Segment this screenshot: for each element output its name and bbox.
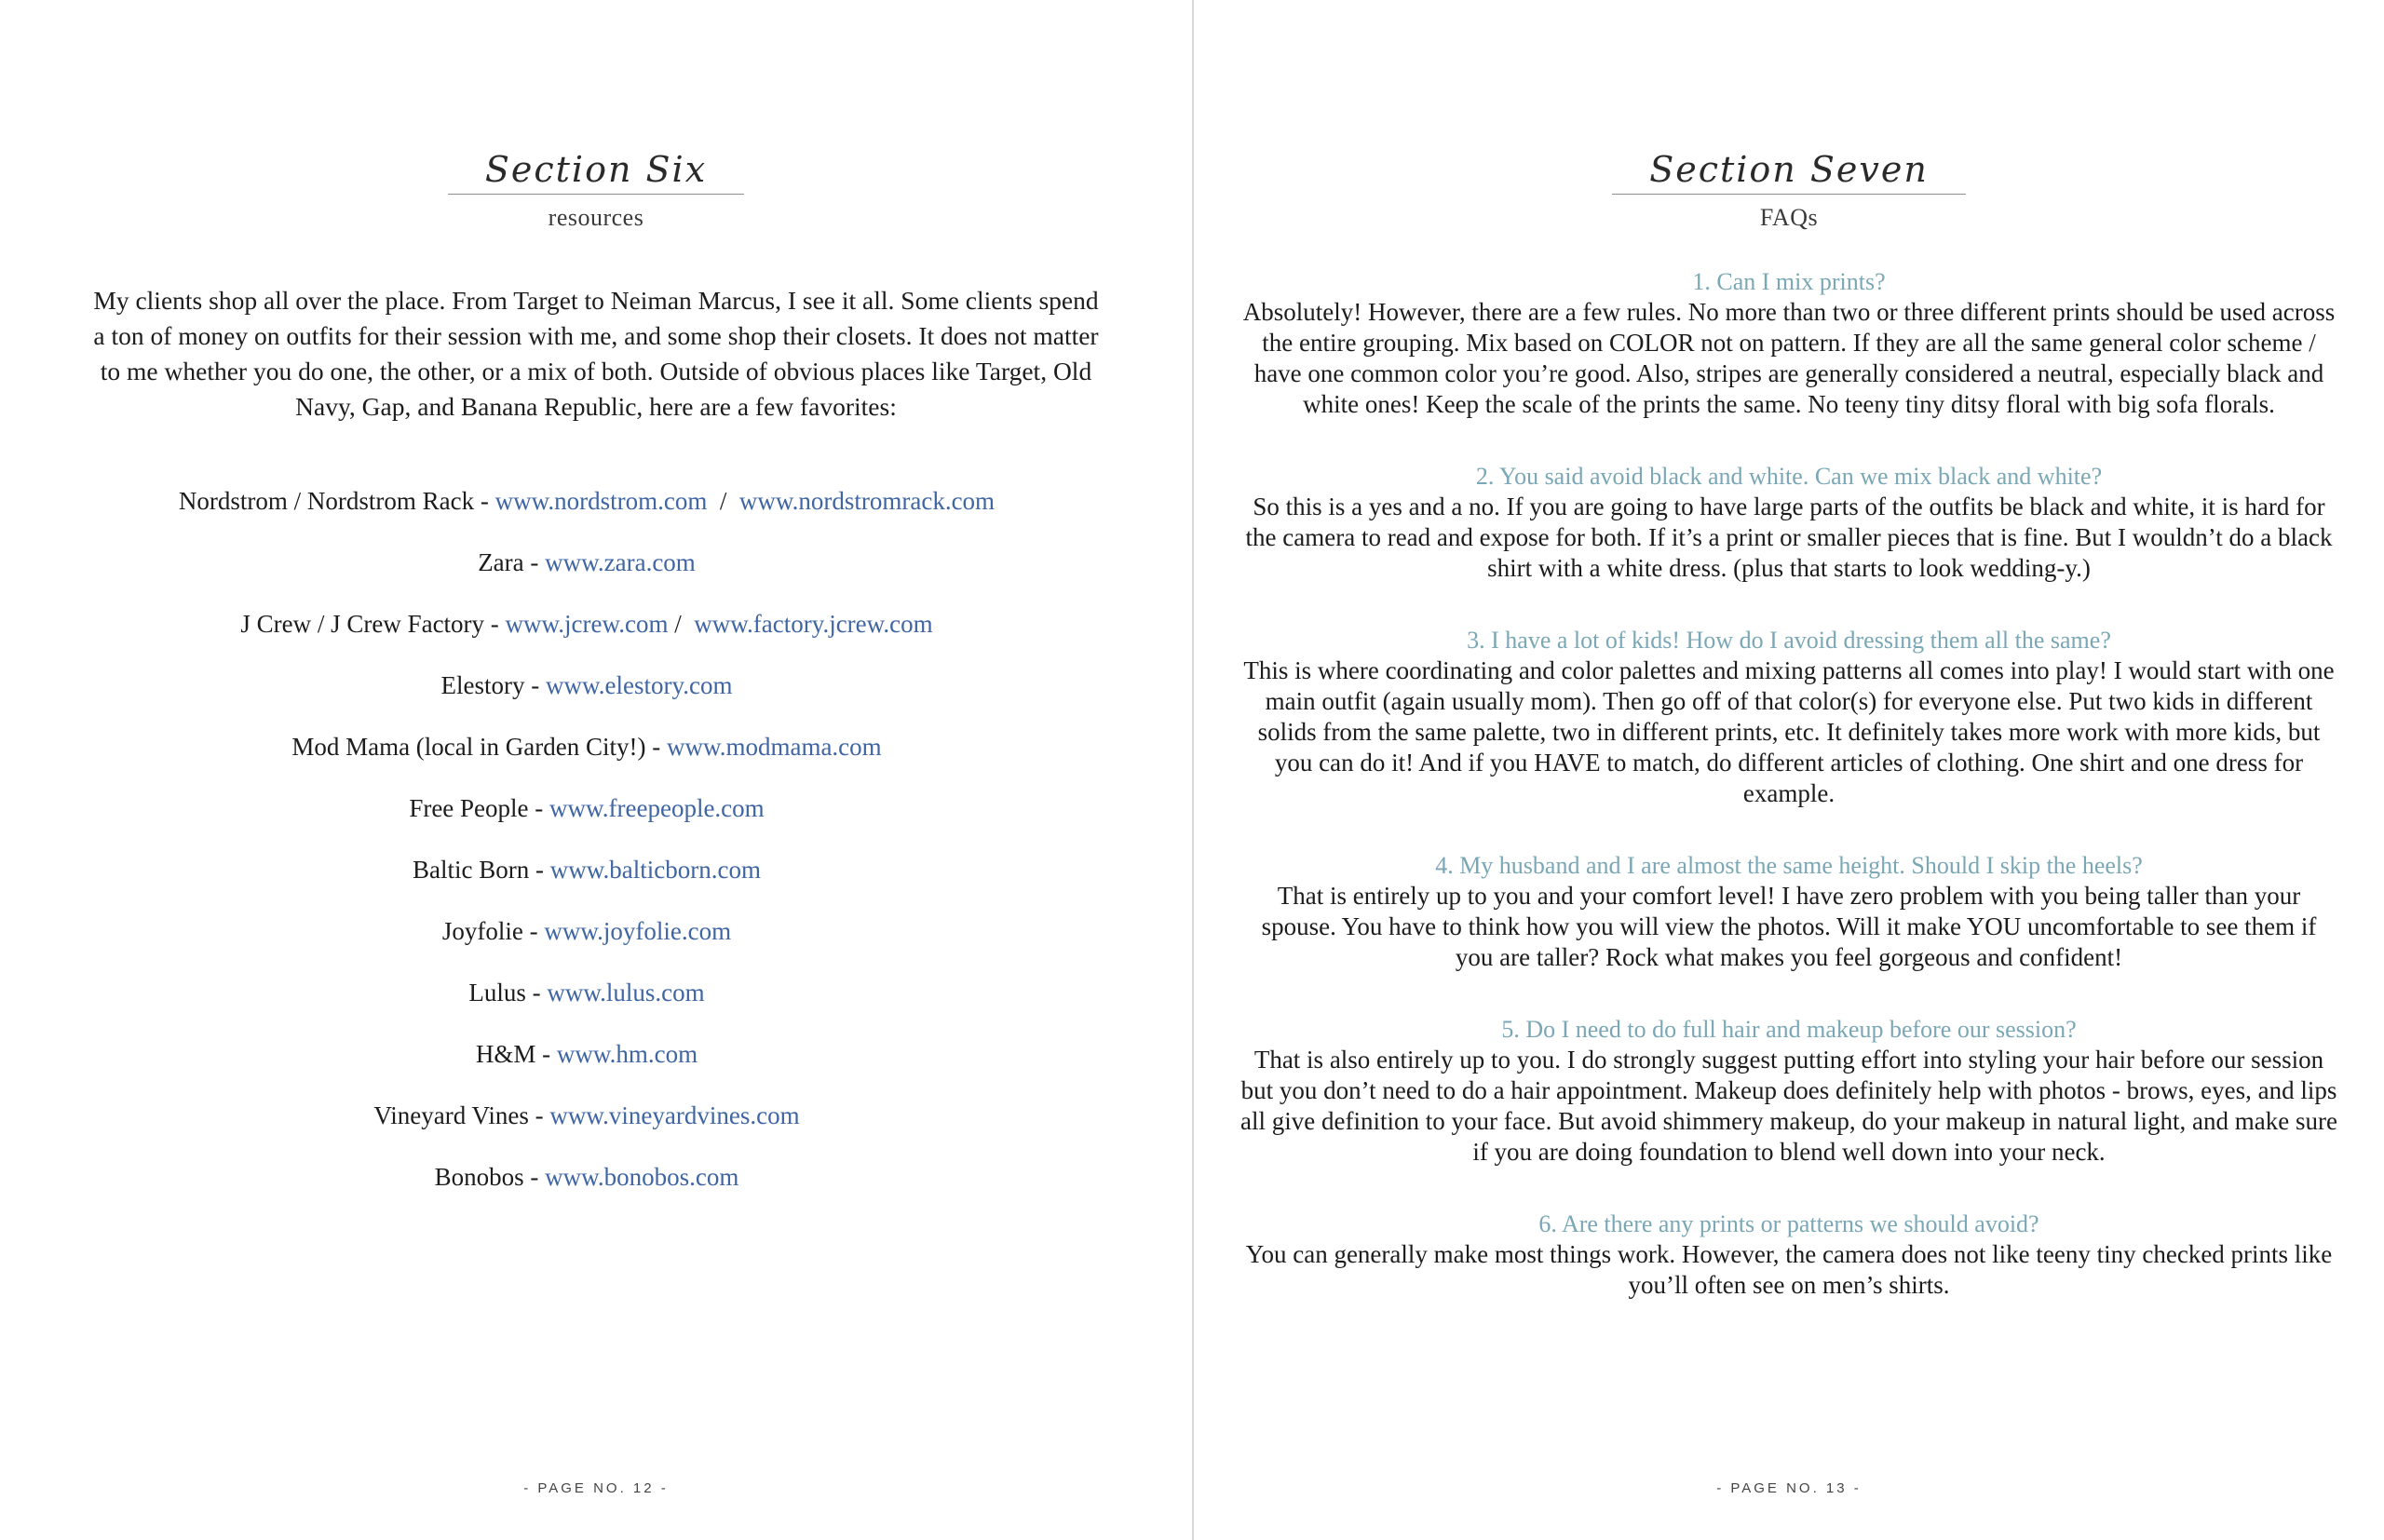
resource-name: Zara - (478, 548, 546, 576)
resource-item (37, 788, 1136, 849)
faq-item (1240, 461, 2337, 584)
intro-paragraph: My clients shop all over the place. From Target to Neiman Marcus, I see it all. Some clients spend a ton of money on outfits for their session with me, and some shop their closets. It does not matter to me whether you do one, the other, or a mix of both. Outside of obvious places like Target, Old Navy, Gap, and Banana Republic, here are a few favorites: (93, 286, 1099, 421)
resource-item (37, 603, 1136, 665)
resource-item (37, 972, 1136, 1033)
section-header (1194, 151, 2384, 232)
faq-question: 6. Are there any prints or patterns we should avoid? (1538, 1210, 2039, 1237)
section-title: Section Six (448, 151, 744, 195)
faq-question: 3. I have a lot of kids! How do I avoid dressing them all the same? (1467, 627, 2111, 654)
faq-answer: That is entirely up to you and your comfort level! I have zero problem with you being taller than your spouse. You have to think how you will view the photos. Will it make YOU uncomfortable to see them if you are taller? Rock what makes you feel gorgeous and confident! (1261, 882, 2317, 971)
resource-name: Free People - (409, 794, 550, 822)
resource-item (37, 911, 1136, 972)
resource-item (37, 726, 1136, 788)
faq-item (1240, 1209, 2337, 1301)
resource-link[interactable]: www.joyfolie.com (544, 917, 732, 945)
resource-link[interactable]: www.factory.jcrew.com (694, 610, 933, 638)
resource-name: Elestory - (440, 671, 547, 699)
link-separator: / (668, 610, 695, 638)
faq-question: 5. Do I need to do full hair and makeup before our session? (1501, 1016, 2077, 1043)
faq-item (1240, 850, 2337, 973)
resource-link[interactable]: www.hm.com (556, 1040, 698, 1068)
resource-link[interactable]: www.elestory.com (546, 671, 733, 699)
resource-name: Joyfolie - (441, 917, 545, 945)
faq-answer: So this is a yes and a no. If you are going to have large parts of the outfits be black and white, it is hard for the camera to read and expose for both. If it’s a print or smaller pieces that is fine. But I wouldn’t do a black shirt with a white dress. (plus that starts to look wedding-y.) (1245, 493, 2333, 582)
resource-link[interactable]: www.freepeople.com (549, 794, 765, 822)
faq-question: 4. My husband and I are almost the same height. Should I skip the heels? (1435, 852, 2143, 879)
resource-link[interactable]: www.vineyardvines.com (549, 1101, 800, 1129)
faq-answer: This is where coordinating and color palettes and mixing patterns all comes into play! I would start with one main outfit (again usually mom). Then go off of that color(s) for everyone else. Put two kids in different solids from the same palette, two in different prints, etc. It definitely takes more work with more kids, but you can do it! And if you HAVE to match, do different articles of clothing. One shirt and one dress for example. (1243, 656, 2335, 807)
faq-question: 2. You said avoid black and white. Can we mix black and white? (1475, 463, 2103, 490)
resource-item (37, 542, 1136, 603)
faq-answer: That is also entirely up to you. I do strongly suggest putting effort into styling your hair before our session but you don’t need to do a hair appointment. Makeup does definitely help with photos - brows, eyes, and lips all give definition to your face. But avoid shimmery makeup, do your makeup in natural light, and make sure if you are doing foundation to blend well down into your neck. (1240, 1046, 2337, 1166)
resource-link[interactable]: www.zara.com (545, 548, 696, 576)
section-subtitle: resources (548, 203, 644, 231)
resource-name: Vineyard Vines - (373, 1101, 550, 1129)
resource-item (37, 480, 1136, 542)
resource-link[interactable]: www.modmama.com (666, 733, 882, 761)
section-title: Section Seven (1612, 151, 1966, 195)
resource-link[interactable]: www.nordstromrack.com (738, 487, 996, 515)
resource-link[interactable]: www.bonobos.com (545, 1163, 739, 1191)
resource-name: Mod Mama (local in Garden City!) - (291, 733, 667, 761)
link-separator: / (707, 487, 739, 515)
faq-answer: You can generally make most things work. However, the camera does not like teeny tiny checked prints like you’ll often see on men’s shirts. (1245, 1240, 2333, 1299)
section-header (0, 151, 1192, 232)
resource-link[interactable]: www.nordstrom.com (494, 487, 708, 515)
faq-item (1240, 625, 2337, 809)
resource-item (37, 1033, 1136, 1095)
faq-list (1240, 266, 2337, 1342)
resource-item (37, 1095, 1136, 1156)
resource-item (37, 1156, 1136, 1218)
faq-item (1240, 1014, 2337, 1168)
resource-list (37, 480, 1136, 1218)
resource-item (37, 665, 1136, 726)
faq-question: 1. Can I mix prints? (1692, 268, 1886, 295)
resource-name: Bonobos - (434, 1163, 546, 1191)
page-13 (1194, 0, 2384, 1540)
resource-link[interactable]: www.jcrew.com (505, 610, 669, 638)
faq-answer: Absolutely! However, there are a few rules. No more than two or three different prints should be used across the entire grouping. Mix based on COLOR not on pattern. If they are all the same general color scheme / have one common color you’re good. Also, stripes are generally considered a neutral, especially black and white ones! Keep the scale of the prints the same. No teeny tiny ditsy floral with big sofa florals. (1242, 298, 2336, 418)
resource-name: H&M - (475, 1040, 557, 1068)
resource-name: Baltic Born - (413, 856, 550, 884)
section-subtitle: FAQs (1759, 203, 1819, 231)
resource-name: Lulus - (468, 979, 548, 1006)
page-number: - PAGE NO. 13 - (1716, 1480, 1862, 1496)
resource-item (37, 849, 1136, 911)
resource-name: Nordstrom / Nordstrom Rack - (178, 487, 495, 515)
faq-item (1240, 266, 2337, 420)
resource-name: J Crew / J Crew Factory - (240, 610, 506, 638)
resource-link[interactable]: www.lulus.com (547, 979, 705, 1006)
page-number: - PAGE NO. 12 - (523, 1480, 669, 1496)
resource-link[interactable]: www.balticborn.com (549, 856, 761, 884)
